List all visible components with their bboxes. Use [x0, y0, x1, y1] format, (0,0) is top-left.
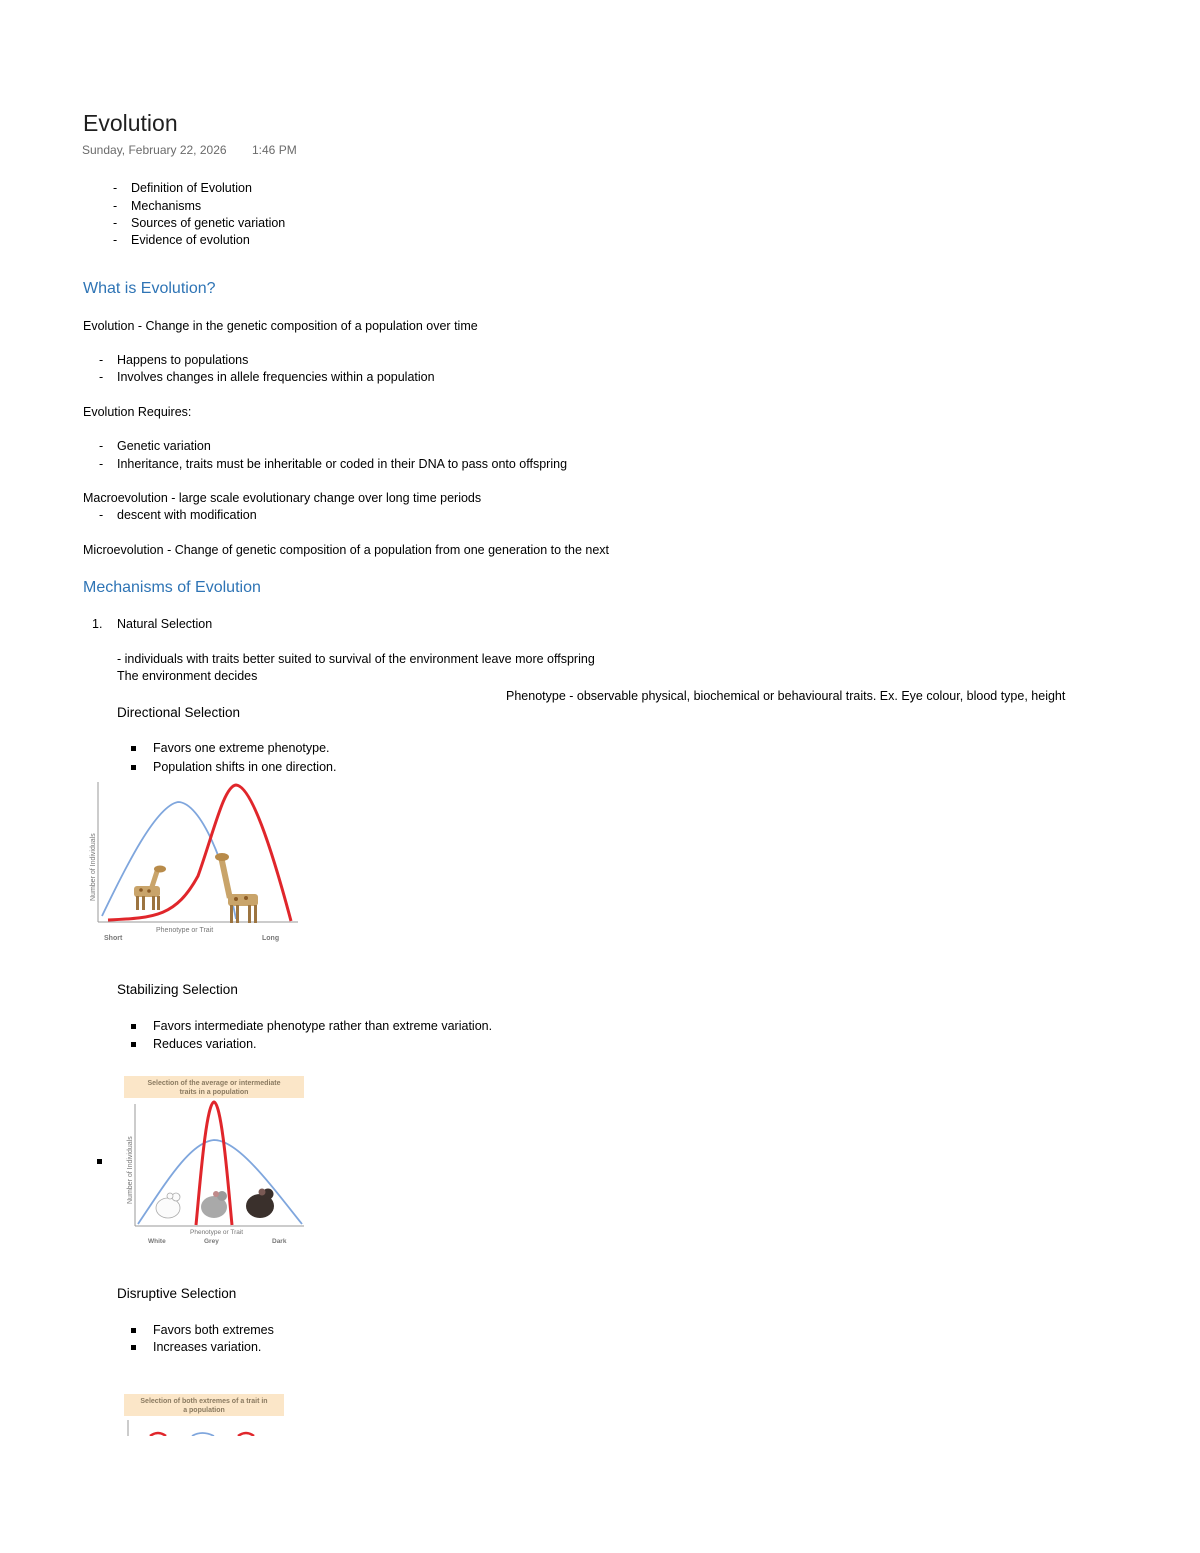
natural-selection-line: - individuals with traits better suited to survival of the environment leave more offspring	[117, 652, 595, 666]
dark-mouse-icon	[246, 1189, 274, 1219]
selected-distribution-curve	[238, 1433, 254, 1436]
stabilizing-selection-figure	[120, 1074, 310, 1249]
natural-selection-line: The environment decides	[117, 669, 258, 683]
directional-point: Population shifts in one direction.	[153, 760, 337, 774]
phenotype-note: Phenotype - observable physical, biochemical or behavioural traits. Ex. Eye colour, blood type, height	[506, 689, 1066, 703]
original-distribution-curve	[192, 1433, 214, 1436]
evolution-point: - Happens to populations	[117, 353, 248, 367]
giraffe-long-icon	[215, 853, 258, 923]
requires-label: Evolution Requires:	[83, 405, 192, 419]
bullet-marker	[97, 1159, 102, 1164]
macroevolution-definition: Macroevolution - large scale evolutionary change over long time periods	[83, 491, 482, 505]
natural-selection-label: Natural Selection	[117, 617, 213, 631]
heading-mechanisms: Mechanisms of Evolution	[83, 579, 261, 596]
microevolution-definition: Microevolution - Change of genetic composition of a population from one generation to the next	[83, 543, 610, 557]
directional-selection-figure	[86, 776, 306, 946]
directional-heading: Directional Selection	[117, 705, 241, 720]
selected-distribution-curve	[150, 1433, 166, 1436]
disruptive-point: Favors both extremes	[153, 1323, 274, 1337]
x-tick-left: Short	[104, 935, 123, 942]
evolution-point: - Involves changes in allele frequencies within a population	[117, 370, 435, 384]
banner-line: Selection of both extremes of a trait in	[140, 1398, 268, 1405]
disruptive-selection-figure	[120, 1392, 290, 1436]
list-number: 1.	[92, 617, 103, 631]
page-date: Sunday, February 22, 2026	[82, 143, 227, 157]
grey-mouse-icon	[201, 1191, 227, 1218]
stabilizing-point: Reduces variation.	[153, 1037, 257, 1051]
outline-item: - Definition of Evolution	[131, 181, 252, 195]
x-tick: Grey	[204, 1238, 219, 1245]
heading-what-is-evolution: What is Evolution?	[83, 280, 216, 297]
disruptive-point: Increases variation.	[153, 1340, 262, 1354]
x-tick: Dark	[272, 1238, 287, 1245]
x-tick-right: Long	[262, 935, 280, 942]
x-axis-label: Phenotype or Trait	[190, 1229, 244, 1236]
white-mouse-icon	[156, 1193, 180, 1218]
disruptive-heading: Disruptive Selection	[117, 1286, 237, 1301]
x-axis-label: Phenotype or Trait	[156, 927, 214, 934]
evolution-definition: Evolution - Change in the genetic composition of a population over time	[83, 319, 478, 333]
page-time: 1:46 PM	[252, 143, 297, 157]
y-axis-label: Number of Individuals	[90, 833, 97, 901]
stabilizing-heading: Stabilizing Selection	[117, 982, 238, 997]
requires-item: - Inheritance, traits must be inheritable or coded in their DNA to pass onto offspring	[117, 457, 567, 471]
giraffe-short-icon	[134, 866, 166, 911]
outline-item: - Mechanisms	[131, 199, 201, 213]
selected-distribution-curve	[108, 785, 291, 921]
y-axis-label: Number of Individuals	[127, 1136, 134, 1204]
macro-point: - descent with modification	[117, 508, 257, 522]
banner-line: Selection of the average or intermediate	[147, 1080, 281, 1087]
requires-item: - Genetic variation	[117, 439, 211, 453]
outline-item: - Evidence of evolution	[131, 233, 250, 247]
banner-line: traits in a population	[179, 1089, 249, 1096]
x-tick: White	[148, 1238, 166, 1245]
stabilizing-point: Favors intermediate phenotype rather than extreme variation.	[153, 1019, 493, 1033]
directional-point: Favors one extreme phenotype.	[153, 741, 330, 755]
outline-item: - Sources of genetic variation	[131, 216, 285, 230]
banner-line: a population	[183, 1407, 225, 1414]
page-title: Evolution	[83, 110, 178, 136]
